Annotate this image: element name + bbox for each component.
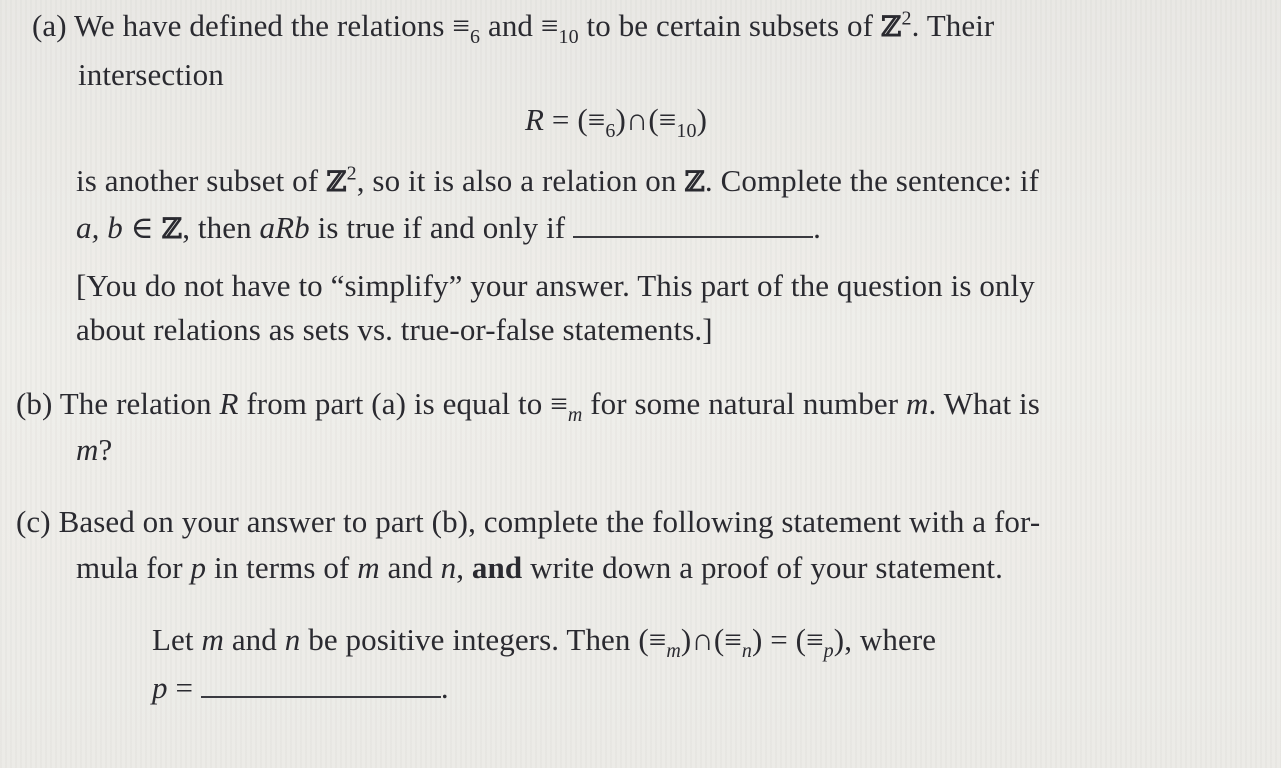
part-a-note-line-1: [You do not have to “simplify” your answer. This part of the question is only: [76, 268, 1035, 303]
part-b-line-2: m?: [76, 432, 113, 467]
answer-blank-a[interactable]: [573, 235, 813, 238]
part-b-label: (b): [16, 386, 53, 421]
answer-blank-c[interactable]: [201, 695, 441, 698]
part-a-label: (a): [32, 8, 67, 43]
part-c-line-1: (c) Based on your answer to part (b), complete the following statement with a for-: [16, 504, 1041, 539]
intersection-equation: $R = (\equiv_6)\cap(\equiv_{10})$: [525, 102, 708, 143]
part-a-line-1: (a) We have defined the relations $\equiv_6$ and $\equiv_{10}$ to be certain subsets of ℤ$^2$. Their: [32, 7, 995, 49]
part-c-statement: Let m and n be positive integers. Then $(\equiv_m)\cap(\equiv_n) = (\equiv_p)$, where: [152, 622, 937, 663]
p-formula-line: p = .: [152, 670, 449, 705]
part-a-line-4: a, b ∈ ℤ, then aRb is true if and only if .: [76, 210, 821, 245]
part-a-line-2: intersection: [78, 57, 224, 92]
part-a-note-line-2: about relations as sets vs. true-or-false statements.]: [76, 312, 713, 347]
part-c-label: (c): [16, 504, 51, 539]
part-a-line-3: is another subset of ℤ$^2$, so it is also a relation on ℤ. Complete the sentence: if: [76, 162, 1040, 198]
part-c-line-2: mula for p in terms of m and n, and write down a proof of your statement.: [76, 550, 1003, 585]
part-b-line-1: (b) The relation R from part (a) is equal to $\equiv_m$ for some natural number m. What is: [16, 386, 1040, 427]
